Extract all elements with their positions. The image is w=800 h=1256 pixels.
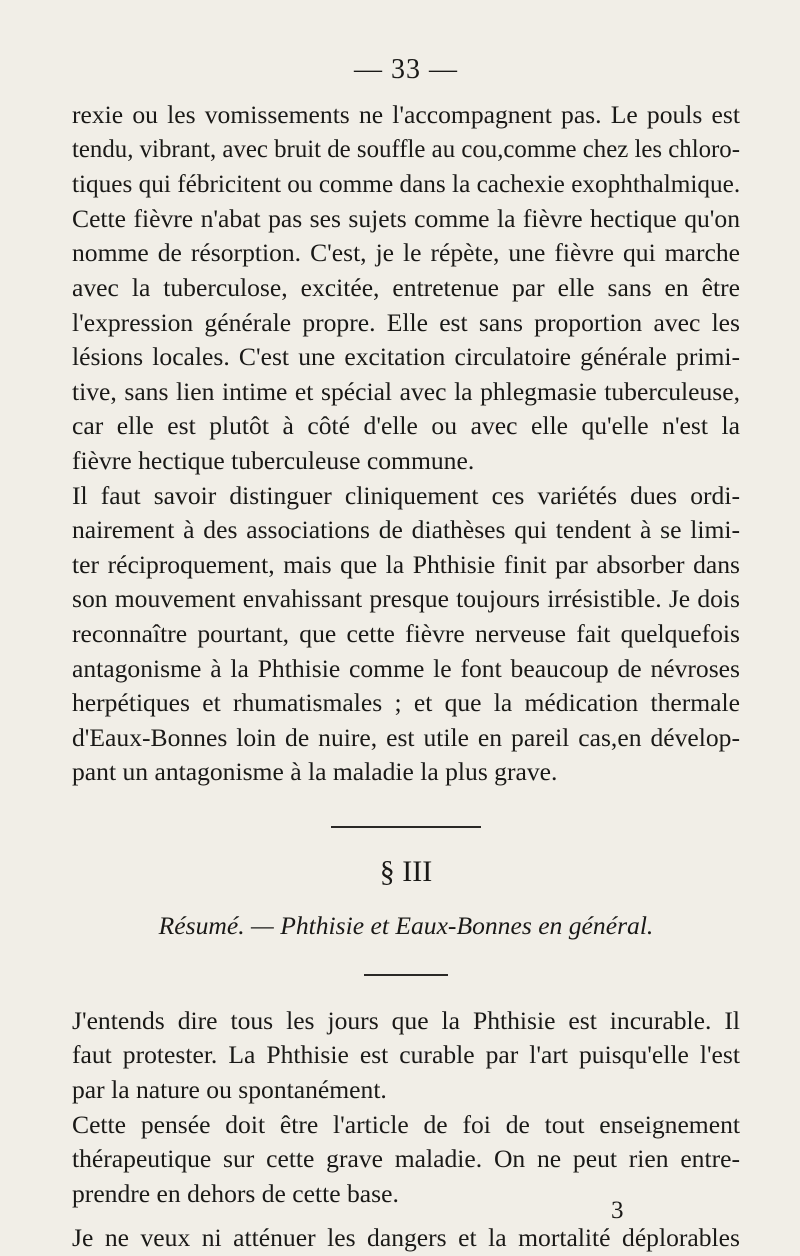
text-line: reconnaître pourtant, que cette fièvre nerveuse fait quelquefois [72,618,740,648]
text-line: nomme de résorption. C'est, je le répète, une fièvre qui marche [72,238,740,268]
text-line: J'entends dire tous les jours que la Phthisie est incurable. Il [72,1005,740,1035]
text-line: antagonisme à la Phthisie comme le font beaucoup de névroses [72,653,740,683]
paragraph-1 [72,98,740,479]
text-line: fièvre hectique tuberculeuse commune. [72,445,475,475]
paragraph-4 [72,1108,740,1212]
text-line: faut protester. La Phthisie est curable par l'art puisqu'elle l'est [72,1040,740,1070]
text-line: son mouvement envahissant presque toujours irrésistible. Je dois [72,584,740,614]
paragraph-3 [72,1004,740,1108]
page-header: — 33 — [354,54,458,85]
text-line: Je ne veux ni atténuer les dangers et la mortalité déplorables [72,1223,740,1253]
section-divider-top [331,826,481,828]
text-line: rexie ou les vomissements ne l'accompagnent pas. Le pouls est [72,100,740,129]
text-line: nairement à des associations de diathèses qui tendent à se limi- [72,515,740,545]
section-mark: § III [379,854,433,888]
text-line: pant un antagonisme à la maladie la plus grave. [72,757,558,787]
section-title: Résumé. — Phthisie et Eaux-Bonnes en général. [158,910,654,940]
section-divider-bottom [364,974,448,976]
text-line: l'expression générale propre. Elle est sans proportion avec les [72,307,740,337]
text-line: tiques qui fébricitent ou comme dans la cachexie exophthalmique. [72,170,741,199]
text-line: ter réciproquement, mais que la Phthisie finit par absorber dans [72,549,740,579]
signature-mark: 3 [611,1197,624,1224]
text-line: lésions locales. C'est une excitation circulatoire générale primi- [72,342,740,372]
book-page [72,52,740,1256]
text-line: avec la tuberculose, excitée, entretenue par elle sans en être [72,272,740,302]
text-line: Il faut savoir distinguer cliniquement ces variétés dues ordi- [72,480,740,510]
text-line: Cette fièvre n'abat pas ses sujets comme la fièvre hectique qu'on [72,203,740,233]
paragraph-2 [72,479,740,790]
text-line: prendre en dehors de cette base. [72,1178,399,1208]
text-line: tive, sans lien intime et spécial avec la phlegmasie tuberculeuse, [72,376,740,406]
text-line: Cette pensée doit être l'article de foi de tout enseignement [72,1109,740,1139]
paragraph-5 [72,1221,740,1256]
text-line: herpétiques et rhumatismales ; et que la médication thermale [72,688,740,718]
text-line: tendu, vibrant, avec bruit de souffle au cou,comme chez les chloro- [72,135,741,163]
text-line: thérapeutique sur cette grave maladie. On ne peut rien entre- [72,1144,740,1174]
text-line: d'Eaux-Bonnes loin de nuire, est utile en pareil cas,en dévelop- [72,722,740,752]
text-line: par la nature ou spontanément. [72,1075,387,1105]
text-line: car elle est plutôt à côté d'elle ou avec elle qu'elle n'est la [72,411,740,441]
